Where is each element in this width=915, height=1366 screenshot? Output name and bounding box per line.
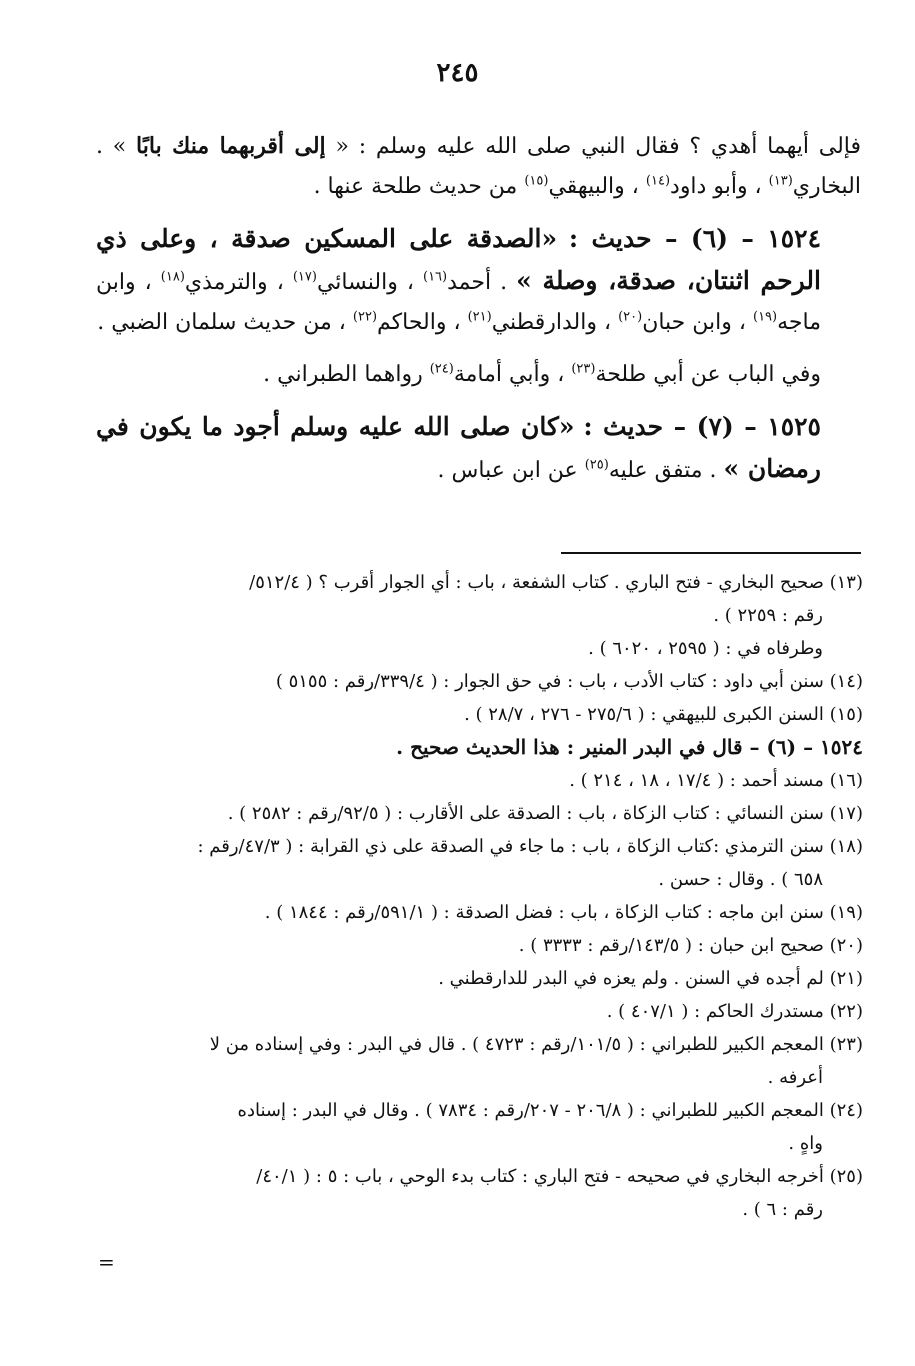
footnote-24-continued: واهٍ .	[788, 1133, 823, 1154]
text-span: ، من حديث سلمان الضبي .	[97, 310, 346, 335]
footnote-ref-22[interactable]: (٢٢)	[352, 309, 378, 325]
text-span: ، وأبي أمامة	[453, 362, 565, 387]
text-span: من حديث طلحة عنها .	[313, 174, 518, 199]
footnote-20: (٢٠) صحيح ابن حبان : ( ١٤٣/٥/رقم : ٣٣٣٣ ) .	[518, 935, 863, 956]
footnote-19: (١٩) سنن ابن ماجه : كتاب الزكاة ، باب : فضل الصدقة : ( ٥٩١/١/رقم : ١٨٤٤ ) .	[264, 902, 863, 923]
footnote-25-continued: رقم : ٦ ) .	[742, 1199, 823, 1220]
text-span: ، والنسائي	[316, 270, 414, 295]
text-span: ، والدارقطني	[491, 310, 612, 335]
footnote-16: (١٦) مسند أحمد : ( ١٧/٤ ، ١٨ ، ٢١٤ ) .	[569, 770, 863, 791]
footnote-23-continued: أعرفه .	[767, 1067, 823, 1088]
footnote-14: (١٤) سنن أبي داود : كتاب الأدب ، باب : في حق الجوار : ( ٣٣٩/٤/رقم : ٥١٥٥ )	[275, 671, 863, 692]
footnote-ref-21[interactable]: (٢١)	[467, 309, 492, 325]
footnote-ref-23[interactable]: (٢٣)	[571, 361, 596, 377]
hadith-text-1524: «الصدقة على المسكين صدقة ، وعلى ذي الرحم اثنتان، صدقة، وصلة »	[96, 224, 821, 295]
paragraph-hadith-1523-end	[96, 126, 861, 207]
footnote-ref-13[interactable]: (١٣)	[768, 173, 793, 189]
text-span: عن ابن عباس .	[437, 458, 578, 483]
hadith-heading-1525: ١٥٢٥ – (٧) – حديث :	[583, 412, 821, 441]
footnote-ref-17[interactable]: (١٧)	[292, 269, 317, 285]
footnote-13-continued: رقم : ٢٢٥٩ ) .	[713, 605, 823, 626]
footnote-ref-24[interactable]: (٢٤)	[429, 361, 454, 377]
footnote-ref-15[interactable]: (١٥)	[524, 173, 549, 189]
footnote-18: (١٨) سنن الترمذي :كتاب الزكاة ، باب : ما جاء في الصدقة على ذي القرابة : ( ٤٧/٣/رقم :	[197, 836, 863, 857]
paragraph-fil-bab	[96, 355, 861, 395]
hadith-heading-1524: ١٥٢٤ – (٦) – حديث :	[568, 224, 821, 253]
footnote-25: (٢٥) أخرجه البخاري في صحيحه - فتح الباري : كتاب بدء الوحي ، باب : ٥ : ( ٤٠/١/	[256, 1166, 863, 1187]
text-span: ، والبيهقي	[548, 174, 639, 199]
footnote-13: (١٣) صحيح البخاري - فتح الباري . كتاب الشفعة ، باب : أي الجوار أقرب ؟ ( ٥١٢/٤/	[249, 572, 863, 593]
prophet-quote: إلى أقربهما منك بابًا	[136, 133, 326, 159]
text-span: وفي الباب عن أبي طلحة	[595, 362, 821, 387]
footnote-ref-20[interactable]: (٢٠)	[618, 309, 643, 325]
main-text	[96, 126, 861, 491]
text-span: ، وابن حبان	[642, 310, 746, 335]
footnote-ref-14[interactable]: (١٤)	[645, 173, 671, 189]
footnote-22: (٢٢) مستدرك الحاكم : ( ٤٠٧/١ ) .	[606, 1001, 863, 1022]
text-span: ، والترمذي	[184, 270, 284, 295]
footnote-18-continued: ٦٥٨ ) . وقال : حسن .	[658, 869, 823, 890]
footnote-hadith-1524-heading: ١٥٢٤ – (٦) – قال في البدر المنير : هذا الحديث صحيح .	[396, 735, 863, 759]
text-span: . أحمد	[447, 270, 508, 295]
continuation-mark: =	[98, 1250, 115, 1274]
footnote-23: (٢٣) المعجم الكبير للطبراني : ( ١٠١/٥/رقم : ٤٧٢٣ ) . قال في البدر : وفي إسناده من لا	[209, 1034, 863, 1055]
footnote-21: (٢١) لم أجده في السنن . ولم يعزه في البدر للدارقطني .	[438, 968, 863, 989]
footnote-ref-19[interactable]: (١٩)	[752, 309, 778, 325]
footnote-ref-25[interactable]: (٢٥)	[584, 457, 609, 473]
page-number: ٢٤٥	[436, 58, 479, 88]
footnote-ref-18[interactable]: (١٨)	[160, 269, 185, 285]
footnotes-section	[93, 566, 863, 1226]
text-span: . متفق عليه	[608, 458, 717, 483]
text-span: ، وأبو داود	[670, 174, 762, 199]
text-span: البخاري	[792, 174, 861, 199]
paragraph-hadith-1525	[96, 407, 861, 491]
footnote-13-related: وطرفاه في : ( ٢٥٩٥ ، ٦٠٢٠ ) .	[588, 638, 823, 659]
footnote-separator	[561, 552, 861, 554]
footnote-24: (٢٤) المعجم الكبير للطبراني : ( ٢٠٦/٨ - ٢٠٧/رقم : ٧٨٣٤ ) . وقال في البدر : إسناده	[237, 1100, 863, 1121]
text-span: رواهما الطبراني .	[263, 362, 423, 387]
footnote-17: (١٧) سنن النسائي : كتاب الزكاة ، باب : الصدقة على الأقارب : ( ٩٢/٥/رقم : ٢٥٨٢ ) .	[227, 803, 863, 824]
paragraph-hadith-1524	[96, 219, 861, 343]
text-span: ، والحاكم	[377, 310, 461, 335]
footnote-15: (١٥) السنن الكبرى للبيهقي : ( ٢٧٥/٦ - ٢٧٦ ، ٢٨/٧ ) .	[464, 704, 863, 725]
text-span: ، وابن ماجه	[96, 270, 821, 335]
hadith-text-1525: «كان صلى الله عليه وسلم أجود ما يكون في رمضان »	[96, 412, 821, 483]
text-span: » .	[96, 134, 127, 159]
footnote-ref-16[interactable]: (١٦)	[423, 269, 448, 285]
text-span: فإلى أيهما أهدي ؟ فقال النبي صلى الله عليه وسلم : «	[335, 134, 861, 159]
